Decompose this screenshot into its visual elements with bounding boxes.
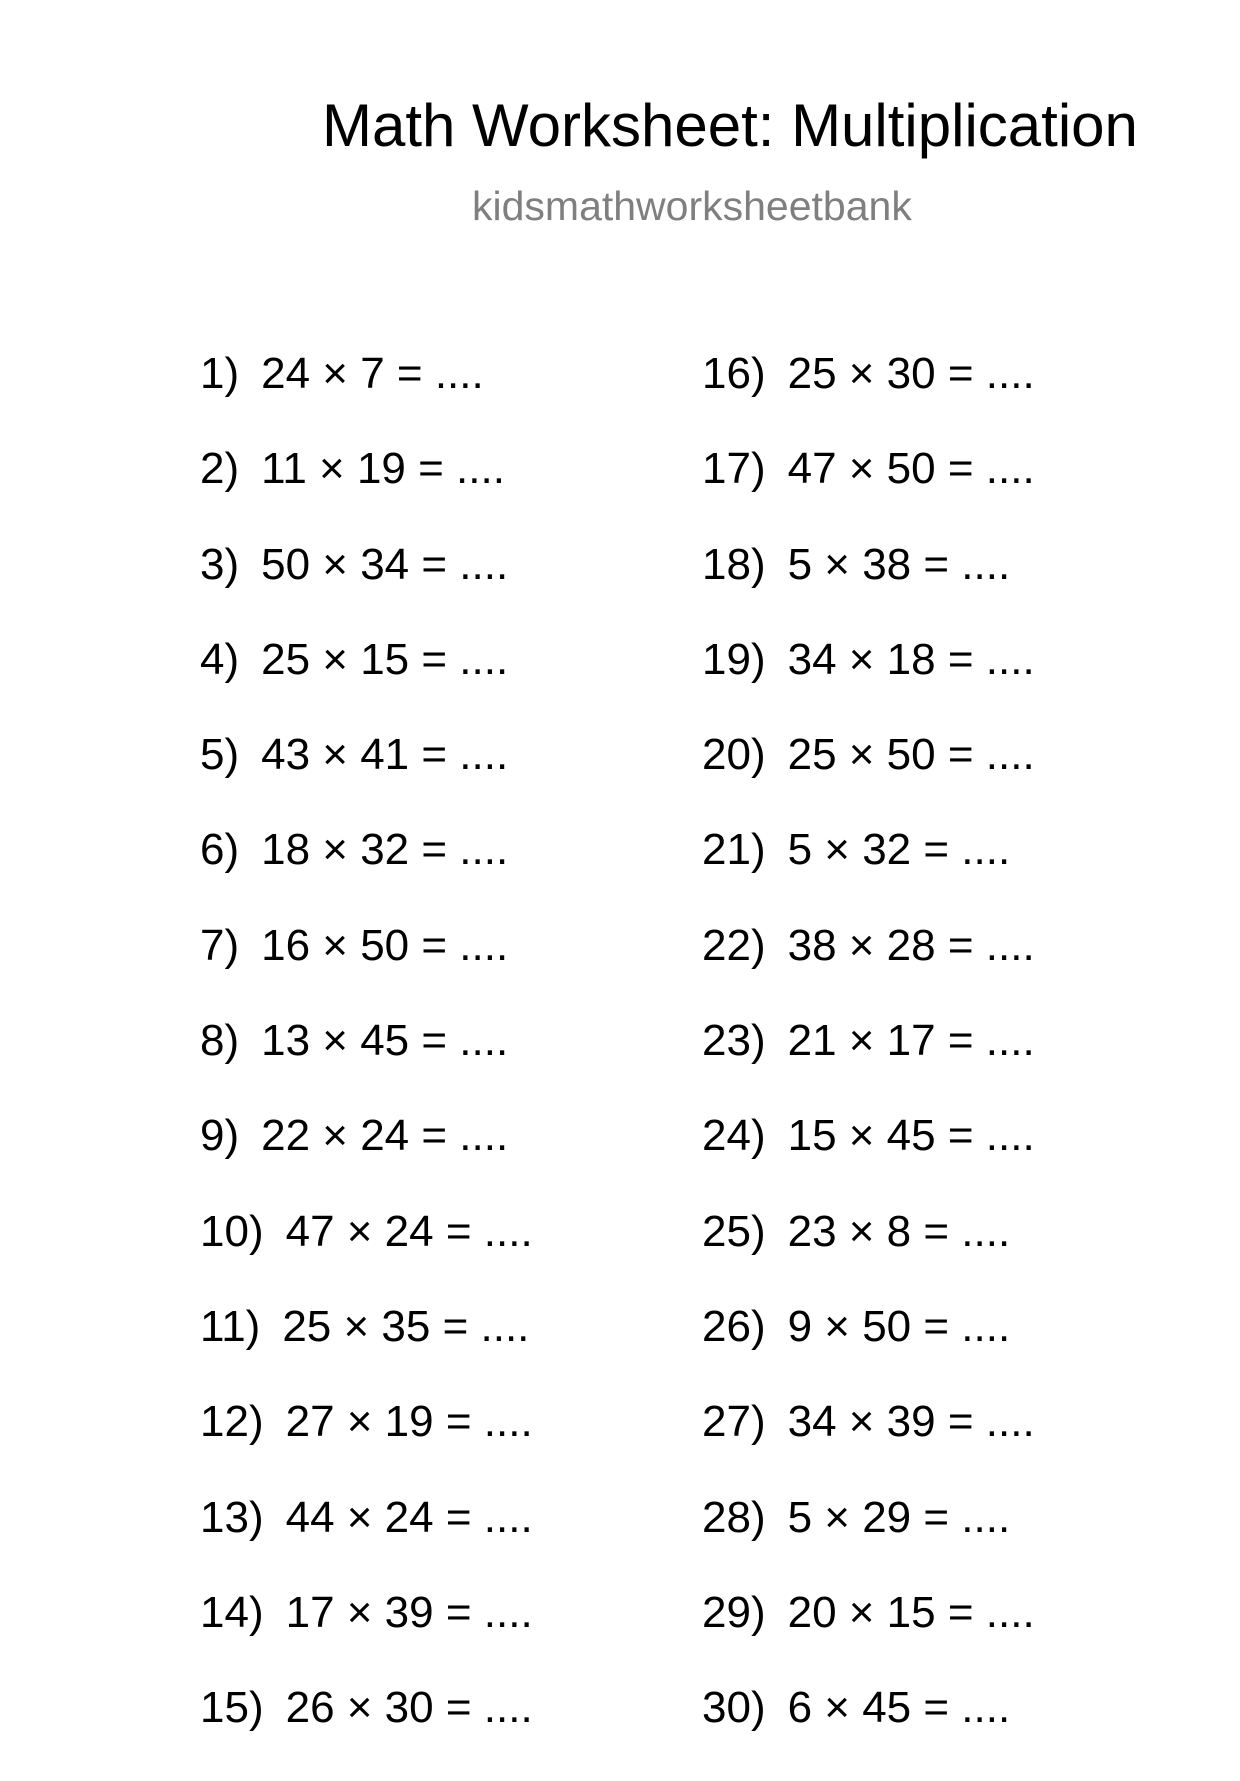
problem-expression: 47 × 50 = .... — [787, 444, 1035, 494]
problem-item — [702, 825, 1035, 923]
problem-number: 7) — [200, 920, 240, 970]
problem-number: 24) — [702, 1111, 766, 1161]
problem-number: 19) — [702, 634, 766, 684]
problem-expression: 25 × 15 = .... — [261, 634, 509, 684]
problem-item — [702, 920, 1035, 1019]
problem-number: 20) — [702, 730, 766, 780]
problem-item — [200, 634, 533, 733]
problem-expression: 20 × 15 = .... — [787, 1587, 1035, 1637]
problem-number: 11) — [200, 1301, 261, 1351]
problem-number: 8) — [200, 1016, 240, 1066]
problem-expression: 11 × 19 = .... — [261, 444, 505, 494]
problem-expression: 38 × 28 = .... — [787, 920, 1035, 970]
problem-number: 5) — [200, 730, 240, 780]
problem-item — [200, 1301, 533, 1400]
problem-item — [702, 1492, 1035, 1591]
problem-item — [702, 1301, 1035, 1400]
problem-expression: 50 × 34 = .... — [261, 539, 509, 589]
problem-expression: 25 × 35 = .... — [282, 1301, 530, 1351]
problem-item — [702, 1016, 1035, 1114]
problem-item — [702, 1587, 1035, 1686]
problem-number: 3) — [200, 539, 240, 589]
problem-item — [200, 825, 533, 923]
problem-item — [200, 1683, 533, 1781]
problem-item — [200, 1587, 533, 1686]
problem-number: 1) — [200, 349, 240, 398]
problem-expression: 27 × 19 = .... — [285, 1397, 533, 1447]
problem-item — [702, 1111, 1035, 1209]
problem-expression: 47 × 24 = .... — [285, 1206, 533, 1256]
problem-item — [702, 444, 1035, 542]
problem-expression: 26 × 30 = .... — [285, 1683, 533, 1733]
problem-item — [702, 634, 1035, 733]
problem-expression: 43 × 41 = .... — [261, 730, 509, 780]
page-subtitle: kidsmathworksheetbank — [472, 183, 912, 229]
problem-item — [200, 730, 533, 828]
problem-expression: 6 × 45 = .... — [787, 1683, 1011, 1733]
problem-number: 23) — [702, 1016, 766, 1066]
problem-item — [200, 349, 533, 447]
problem-expression: 23 × 8 = .... — [787, 1206, 1011, 1256]
problem-number: 12) — [200, 1397, 264, 1447]
problem-item — [200, 1206, 533, 1305]
problem-number: 9) — [200, 1111, 240, 1161]
problem-column-right — [702, 349, 1035, 1781]
problem-expression: 15 × 45 = .... — [787, 1111, 1035, 1161]
problem-number: 6) — [200, 825, 240, 875]
problem-item — [200, 444, 533, 542]
problem-expression: 24 × 7 = .... — [261, 349, 484, 398]
problem-expression: 5 × 38 = .... — [787, 539, 1011, 589]
problem-number: 28) — [702, 1492, 766, 1542]
problem-item — [200, 539, 533, 638]
problem-expression: 21 × 17 = .... — [787, 1016, 1035, 1066]
problem-number: 2) — [200, 444, 240, 494]
problem-number: 26) — [702, 1301, 766, 1351]
problem-number: 15) — [200, 1683, 264, 1733]
problem-number: 30) — [702, 1683, 766, 1733]
problem-expression: 16 × 50 = .... — [261, 920, 509, 970]
problem-expression: 9 × 50 = .... — [787, 1301, 1011, 1351]
problem-number: 10) — [200, 1206, 264, 1256]
problem-item — [200, 1397, 533, 1495]
problem-number: 18) — [702, 539, 766, 589]
problem-item — [200, 920, 533, 1019]
problem-item — [702, 539, 1035, 638]
problem-column-left — [200, 349, 533, 1781]
problem-item — [702, 1206, 1035, 1305]
problem-expression: 44 × 24 = .... — [285, 1492, 533, 1542]
problem-number: 14) — [200, 1587, 264, 1637]
problem-expression: 5 × 32 = .... — [787, 825, 1011, 875]
problem-item — [200, 1111, 533, 1209]
problem-expression: 22 × 24 = .... — [261, 1111, 509, 1161]
problem-number: 25) — [702, 1206, 766, 1256]
problem-expression: 34 × 18 = .... — [787, 634, 1035, 684]
problem-number: 17) — [702, 444, 766, 494]
problem-item — [702, 730, 1035, 828]
problem-item — [200, 1492, 533, 1591]
problem-item — [702, 1683, 1035, 1781]
problem-number: 13) — [200, 1492, 264, 1542]
problem-number: 29) — [702, 1587, 766, 1637]
page-title: Math Worksheet: Multiplication — [322, 92, 1138, 159]
problem-item — [200, 1016, 533, 1114]
problem-expression: 5 × 29 = .... — [787, 1492, 1011, 1542]
problem-item — [702, 1397, 1035, 1495]
problem-item — [702, 349, 1035, 447]
problem-expression: 17 × 39 = .... — [285, 1587, 533, 1637]
problem-expression: 25 × 30 = .... — [787, 349, 1035, 398]
problem-expression: 25 × 50 = .... — [787, 730, 1035, 780]
problem-number: 22) — [702, 920, 766, 970]
problem-number: 16) — [702, 349, 766, 398]
problem-expression: 18 × 32 = .... — [261, 825, 509, 875]
problem-expression: 13 × 45 = .... — [261, 1016, 509, 1066]
problem-number: 27) — [702, 1397, 766, 1447]
problem-expression: 34 × 39 = .... — [787, 1397, 1035, 1447]
problem-number: 4) — [200, 634, 240, 684]
problem-number: 21) — [702, 825, 766, 875]
